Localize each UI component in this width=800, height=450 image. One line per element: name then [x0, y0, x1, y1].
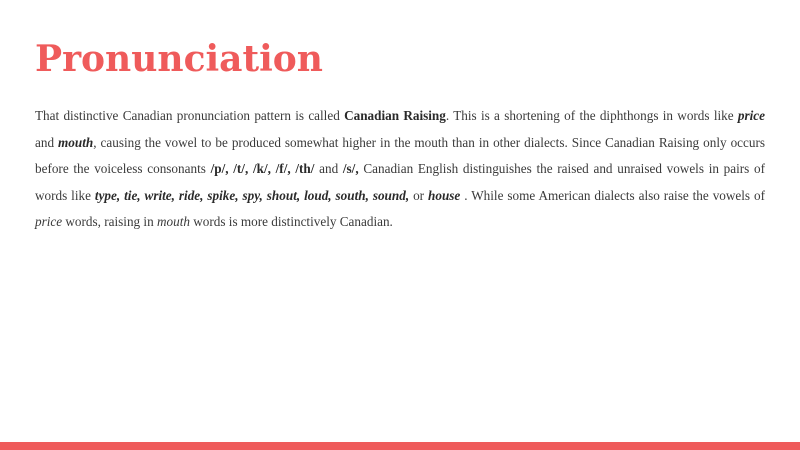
text-segment: That distinctive Canadian pronunciation pattern is called	[35, 108, 345, 123]
text-segment: or	[409, 187, 429, 203]
consonant-list: /p/, /t/, /k/, /f/, /th/	[210, 161, 315, 176]
example-word-price-2: price	[35, 214, 63, 229]
bottom-accent-bar	[0, 442, 800, 450]
body-paragraph	[35, 103, 765, 236]
text-segment: Canadian English distinguishes the raised and unraised vowels in pairs of words like	[35, 161, 765, 203]
text-segment: , causing the vowel to be produced somewhat higher in the mouth than in other dialects. Since Canadian Raising only occurs before the voiceless consonants	[35, 134, 765, 176]
text-segment: . This is a shortening of the diphthongs in words like	[445, 108, 738, 123]
text-segment: words is more distinctively Canadian.	[189, 214, 393, 229]
example-word-house: house	[428, 187, 461, 203]
example-word-price: price	[737, 108, 766, 123]
consonant-s: /s/,	[342, 161, 359, 176]
example-word-mouth-2: mouth	[156, 214, 190, 229]
example-word-mouth: mouth	[58, 134, 94, 150]
text-segment: words, raising in	[62, 214, 157, 229]
text-segment: . While some American dialects also raise the vowels of	[460, 187, 765, 203]
text-segment: and	[314, 161, 343, 176]
example-word-pairs: type, tie, write, ride, spike, spy, shout, loud, south, sound,	[94, 187, 410, 203]
text-segment: and	[35, 134, 59, 150]
term-canadian-raising: Canadian Raising	[344, 108, 446, 123]
slide-title: Pronunciation	[35, 38, 323, 80]
